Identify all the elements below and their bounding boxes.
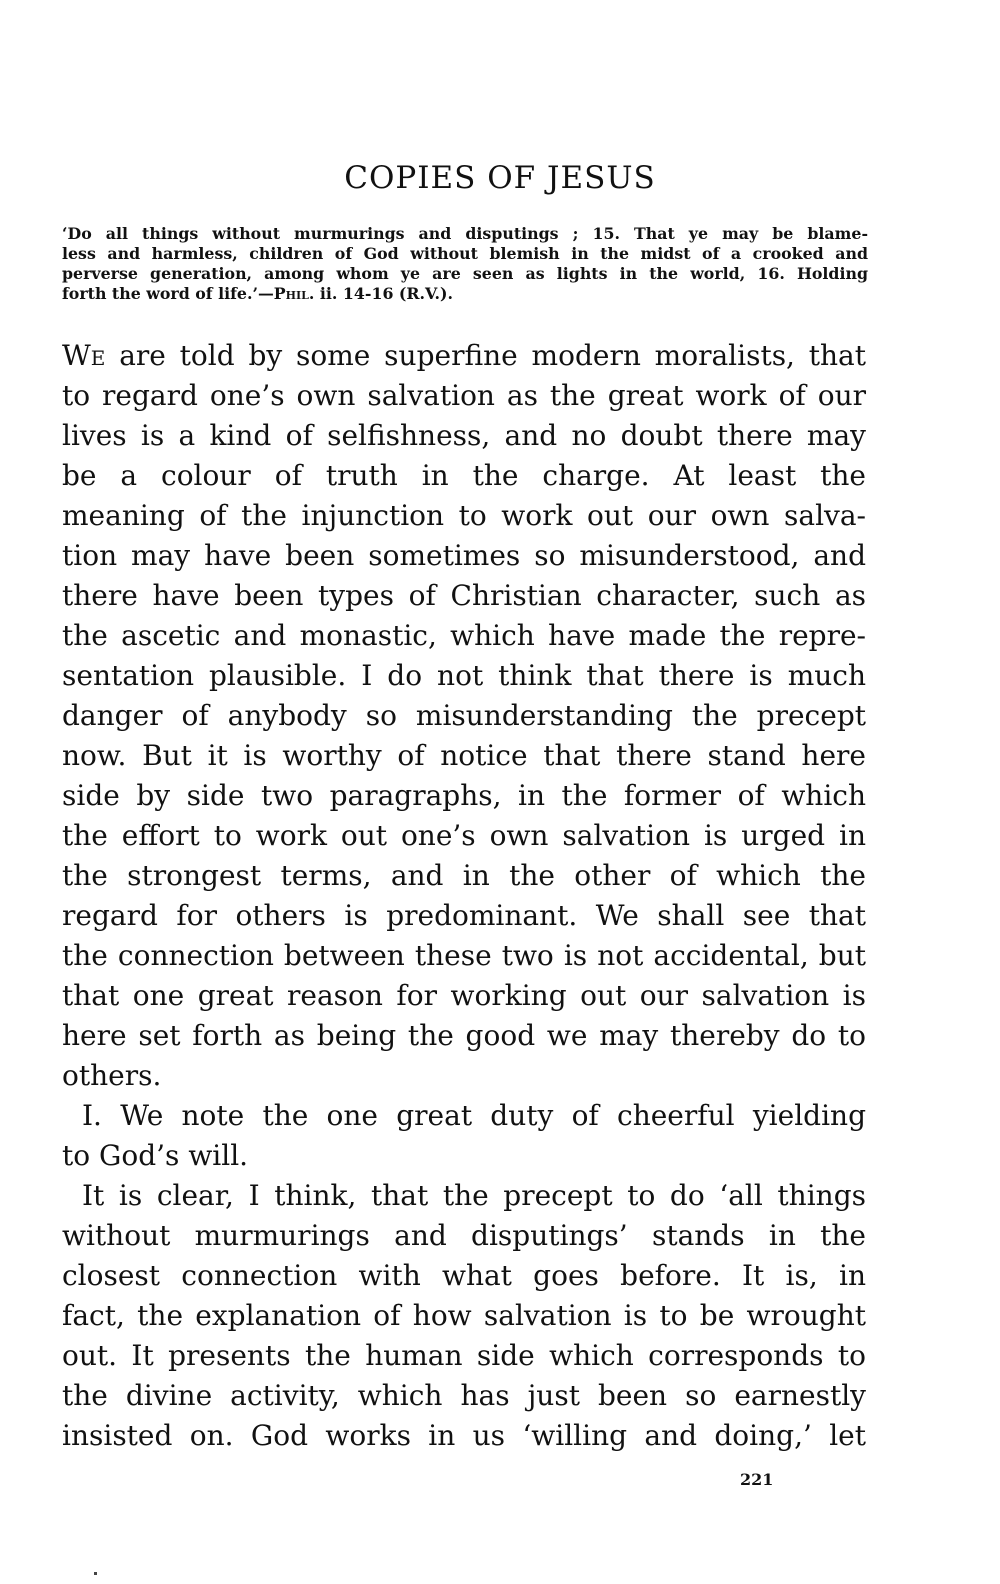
epigraph-line: forth the word of life.’— [62, 284, 274, 303]
paragraph-line: danger of anybody so misunderstanding the precept [62, 699, 866, 732]
chapter-title: COPIES OF JESUS [344, 160, 656, 196]
paragraph-line: there have been types of Christian character, such as [62, 579, 866, 612]
scan-speck [94, 1572, 97, 1575]
epigraph [62, 224, 868, 304]
page-number: 221 [740, 1470, 774, 1489]
paragraph-line-text: are told by some superfine modern moralists, that [105, 339, 866, 372]
paragraph-line: the divine activity, which has just been so earnestly [62, 1379, 866, 1412]
paragraph-line: others. [62, 1059, 162, 1092]
paragraph-line: fact, the explanation of how salvation is to be wrought [62, 1299, 866, 1332]
citation-reference: ii. 14-16 (R.V.). [314, 284, 453, 303]
epigraph-line: ‘Do all things without murmurings and disputings ; 15. That ye may be blame- [62, 224, 868, 243]
paragraph-line: out. It presents the human side which corresponds to [62, 1339, 866, 1372]
paragraph-line: insisted on. God works in us ‘willing and doing,’ let [62, 1419, 866, 1452]
section-heading-line: to God’s will. [62, 1139, 249, 1172]
body-text [62, 336, 866, 1456]
paragraph-line: regard for others is predominant. We shall see that [62, 899, 866, 932]
paragraph-line: the connection between these two is not accidental, but [62, 939, 866, 972]
paragraph-line: sentation plausible. I do not think that there is much [62, 659, 866, 692]
paragraph-line: side by side two paragraphs, in the former of which [62, 779, 866, 812]
epigraph-citation-line [62, 284, 868, 304]
paragraph-line: be a colour of truth in the charge. At least the [62, 459, 866, 492]
paragraph-line: tion may have been sometimes so misunderstood, and [62, 539, 866, 572]
paragraph-line: the ascetic and monastic, which have made the repre- [62, 619, 866, 652]
citation-book: Phil. [273, 284, 315, 303]
epigraph-line: perverse generation, among whom ye are seen as lights in the world, 16. Holding [62, 264, 868, 283]
paragraph-line: closest connection with what goes before. It is, in [62, 1259, 866, 1292]
paragraph-opening-word: We [62, 339, 106, 372]
paragraph-line: It is clear, I think, that the precept to do ‘all things [82, 1179, 866, 1212]
paragraph-line: without murmurings and disputings’ stands in the [62, 1219, 866, 1252]
section-heading-line: I. We note the one great duty of cheerful yielding [82, 1099, 866, 1132]
paragraph-line: to regard one’s own salvation as the great work of our [62, 379, 866, 412]
paragraph-line [62, 336, 866, 376]
paragraph-line: here set forth as being the good we may thereby do to [62, 1019, 866, 1052]
paragraph-line: the strongest terms, and in the other of which the [62, 859, 866, 892]
paragraph-line: meaning of the injunction to work out our own salva- [62, 499, 866, 532]
paragraph-line: that one great reason for working out our salvation is [62, 979, 866, 1012]
paragraph-line: the effort to work out one’s own salvation is urged in [62, 819, 866, 852]
epigraph-line: less and harmless, children of God without blemish in the midst of a crooked and [62, 244, 868, 263]
paragraph-line: lives is a kind of selfishness, and no doubt there may [62, 419, 866, 452]
paragraph-line: now. But it is worthy of notice that there stand here [62, 739, 866, 772]
